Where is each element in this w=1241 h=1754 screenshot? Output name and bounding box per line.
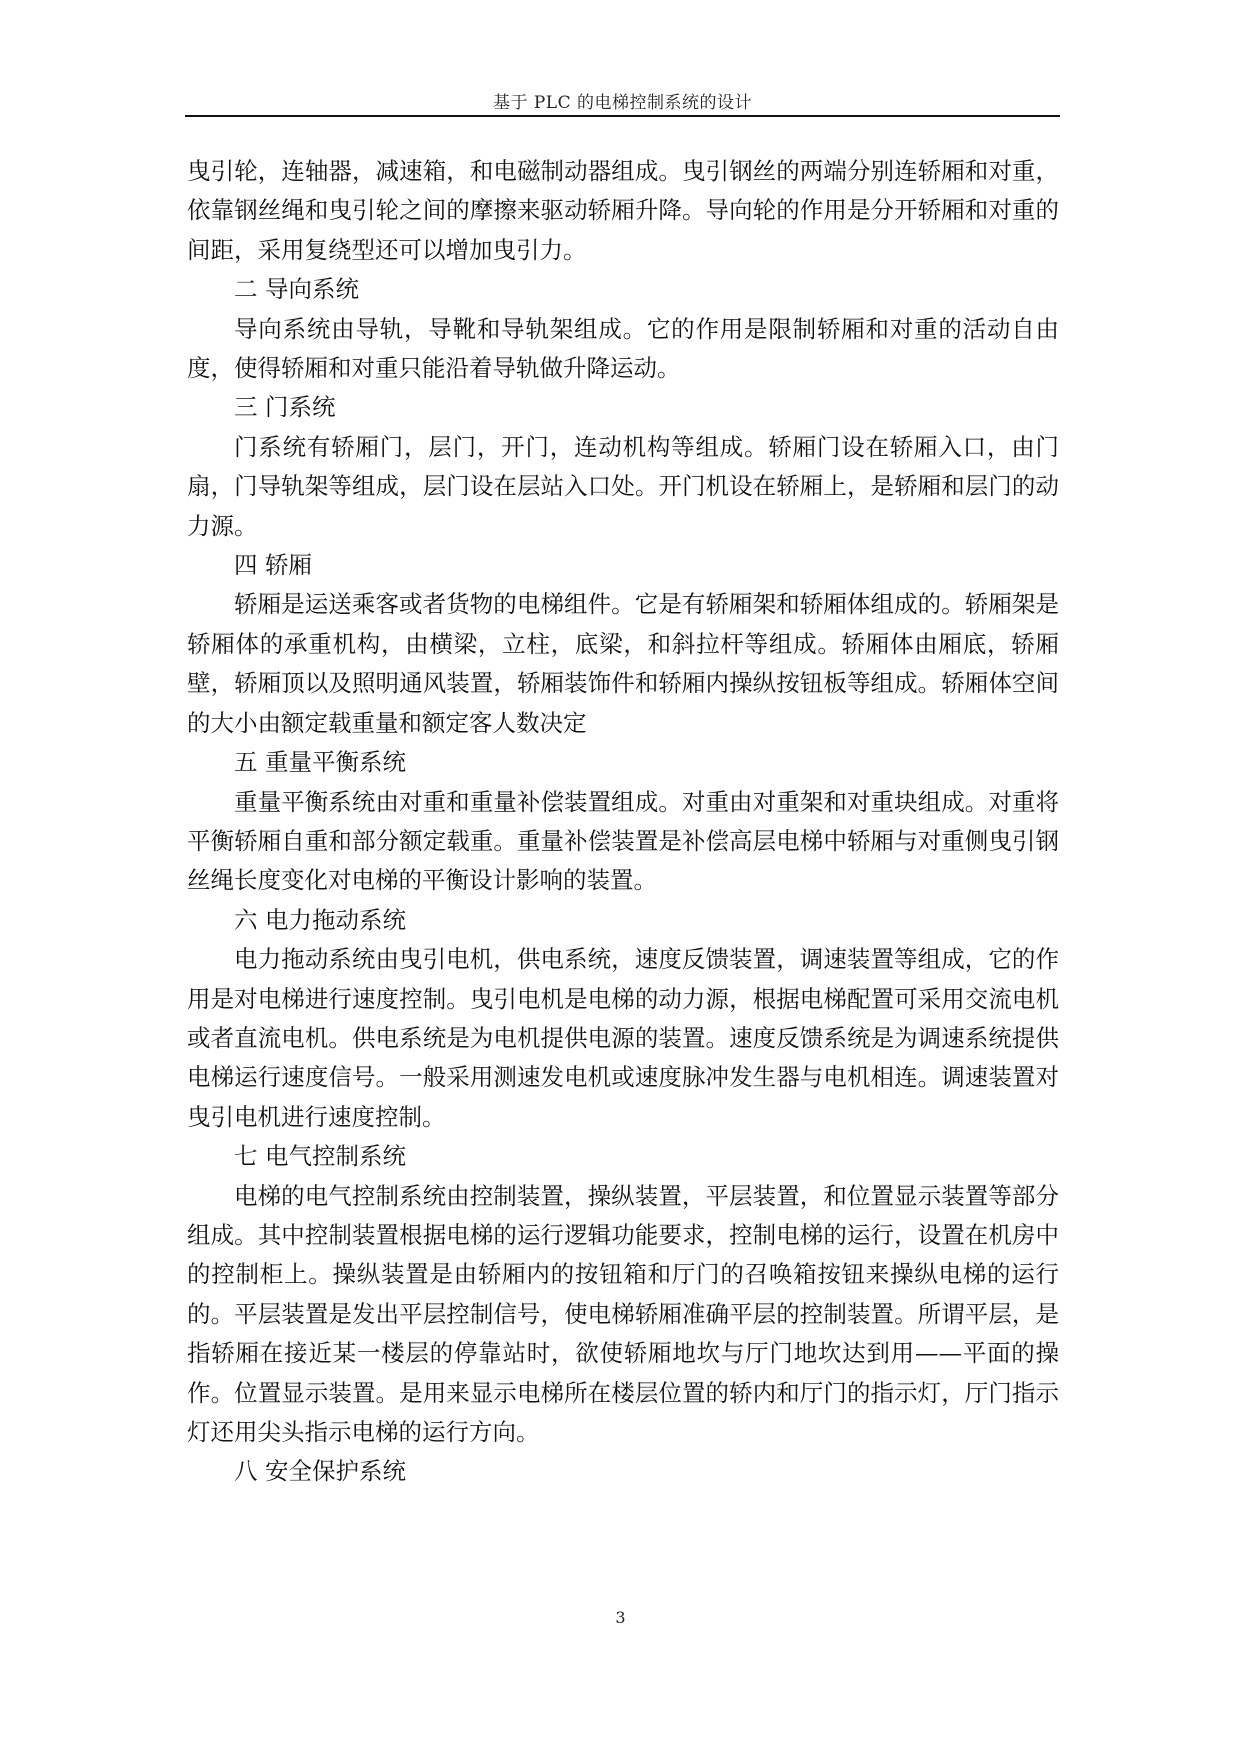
section-paragraph-electrical-control: 电梯的电气控制系统由控制装置，操纵装置，平层装置，和位置显示装置等部分组成。其中控制装置根据电梯的运行逻辑功能要求，控制电梯的运行，设置在机房中的控制柜上。操纵装置是由轿厢内的按钮箱和厅门的召唤箱按钮来操纵电梯的运行的。平层装置是发出平层控制信号，使电梯轿厢准确平层的控制装置。所谓平层，是指轿厢在接近某一楼层的停靠站时，欲使轿厢地坎与厅门地坎达到用——平面的操作。位置显示装置。是用来显示电梯所在楼层位置的轿内和厅门的指示灯，厅门指示灯还用尖头指示电梯的运行方向。 <box>187 1181 1059 1446</box>
section-heading-electrical-control: 七 电气控制系统 <box>234 1142 406 1171</box>
section-paragraph-car: 轿厢是运送乘客或者货物的电梯组件。它是有轿厢架和轿厢体组成的。轿厢架是轿厢体的承重机构，由横梁，立柱，底梁，和斜拉杆等组成。轿厢体由厢底，轿厢壁，轿厢顶以及照明通风装置，轿厢装饰件和轿厢内操纵按钮板等组成。轿厢体空间的大小由额定载重量和额定客人数决定 <box>187 590 1059 737</box>
section-heading-weight-balance: 五 重量平衡系统 <box>234 748 406 777</box>
section-paragraph-door-system: 门系统有轿厢门，层门，开门，连动机构等组成。轿厢门设在轿厢入口，由门扇，门导轨架等组成，层门设在层站入口处。开门机设在轿厢上，是轿厢和层门的动力源。 <box>187 432 1059 540</box>
document-body <box>187 152 1059 1492</box>
page-number: 3 <box>615 1608 626 1627</box>
section-paragraph-weight-balance: 重量平衡系统由对重和重量补偿装置组成。对重由对重架和对重块组成。对重将平衡轿厢自重和部分额定载重。重量补偿装置是补偿高层电梯中轿厢与对重侧曳引钢丝绳长度变化对电梯的平衡设计影响的装置。 <box>187 787 1059 895</box>
running-header: 基于 PLC 的电梯控制系统的设计 <box>492 93 753 113</box>
section-heading-door-system: 三 门系统 <box>234 393 336 422</box>
header-divider <box>185 115 1060 117</box>
section-heading-safety-protection: 八 安全保护系统 <box>234 1457 406 1486</box>
section-heading-car: 四 轿厢 <box>234 551 312 580</box>
intro-paragraph: 曳引轮，连轴器，减速箱，和电磁制动器组成。曳引钢丝的两端分别连轿厢和对重，依靠钢丝绳和曳引轮之间的摩擦来驱动轿厢升降。导向轮的作用是分开轿厢和对重的间距，采用复绕型还可以增加曳引力。 <box>187 157 1059 264</box>
section-paragraph-electric-drive: 电力拖动系统由曳引电机，供电系统，速度反馈装置，调速装置等组成，它的作用是对电梯进行速度控制。曳引电机是电梯的动力源，根据电梯配置可采用交流电机或者直流电机。供电系统是为电机提供电源的装置。速度反馈系统是为调速系统提供电梯运行速度信号。一般采用测速发电机或速度脉冲发生器与电机相连。调速装置对曳引电机进行速度控制。 <box>187 945 1059 1131</box>
section-paragraph-guide-system: 导向系统由导轨，导靴和导轨架组成。它的作用是限制轿厢和对重的活动自由度，使得轿厢和对重只能沿着导轨做升降运动。 <box>187 314 1059 383</box>
section-heading-electric-drive: 六 电力拖动系统 <box>234 905 406 934</box>
section-heading-guide-system: 二 导向系统 <box>234 275 359 304</box>
